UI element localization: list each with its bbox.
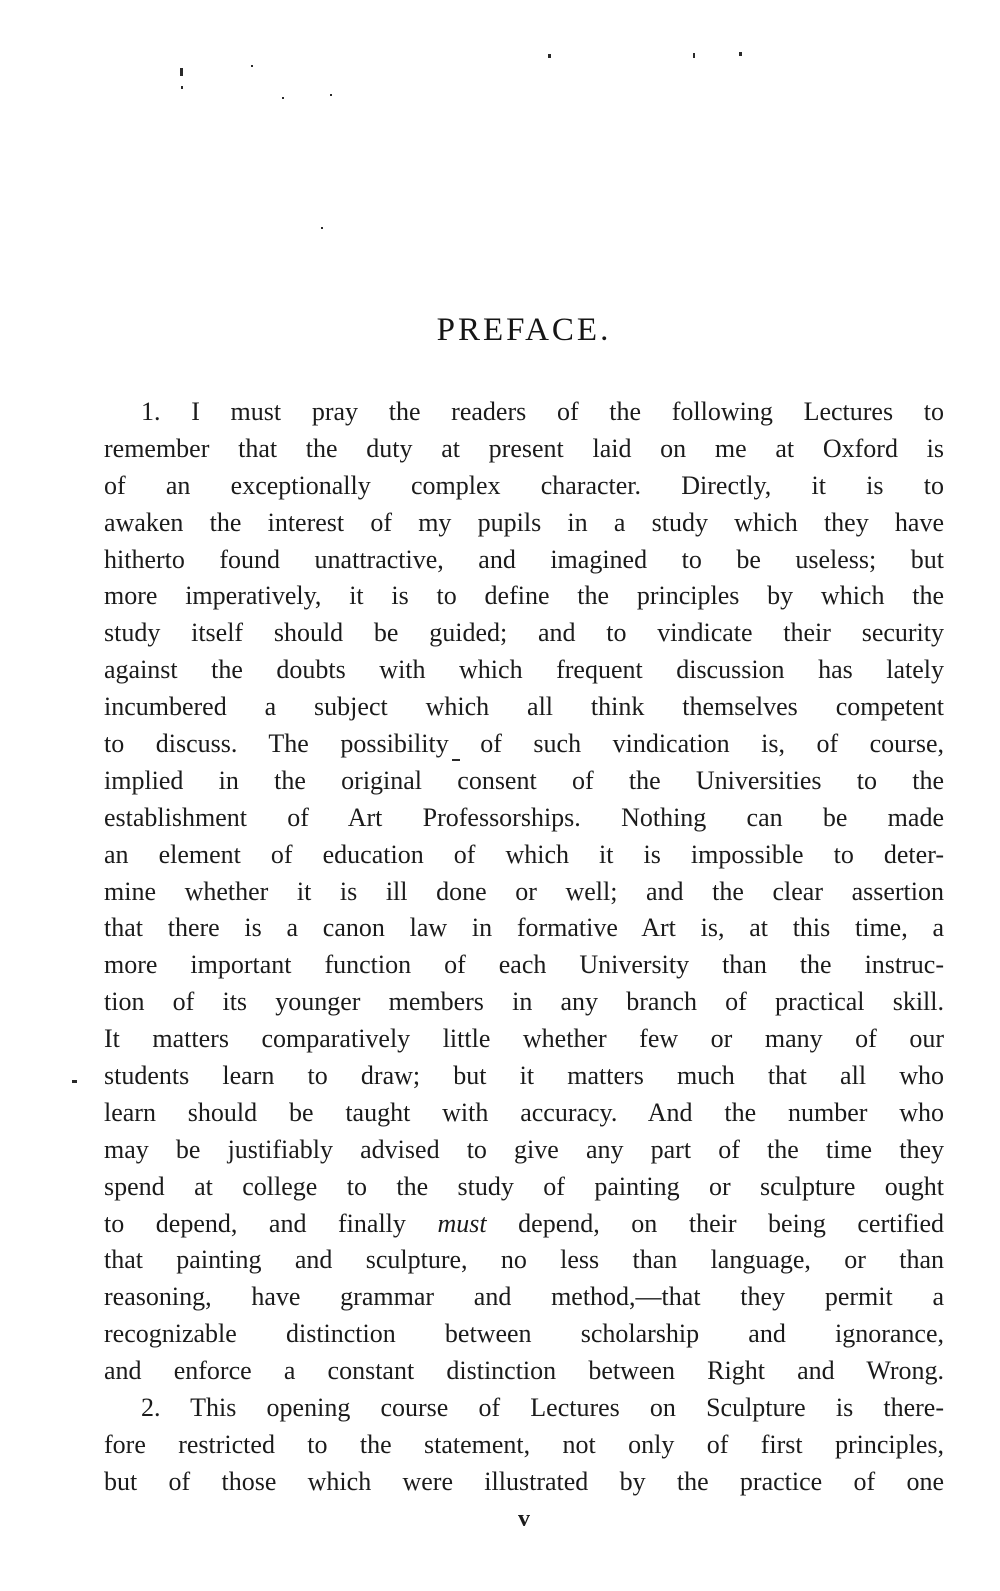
text-line: study itself should be guided; and to vindicate their security xyxy=(104,618,944,648)
text-line: remember that the duty at present laid on me at Oxford is xyxy=(104,433,944,463)
text-line: to discuss. The possibility of such vindication is, of course, xyxy=(104,729,944,759)
page-title: PREFACE. xyxy=(436,312,612,348)
text-line: hitherto found unattractive, and imagined to be useless; but xyxy=(104,544,944,574)
text-line: tion of its younger members in any branch of practical skill. xyxy=(104,987,944,1017)
scan-speckle xyxy=(693,53,695,58)
text-line: spend at college to the study of painting or sculpture ought xyxy=(104,1171,944,1201)
text-line: but of those which were illustrated by the practice of one xyxy=(104,1466,944,1496)
scan-speckle xyxy=(181,86,183,89)
scan-speckle xyxy=(330,94,332,96)
text-line: that painting and sculpture, no less than language, or than xyxy=(104,1245,944,1275)
scan-speckle xyxy=(739,52,742,56)
text-line: It matters comparatively little whether few or many of our xyxy=(104,1024,944,1054)
text-line: of an exceptionally complex character. Directly, it is to xyxy=(104,470,944,500)
text-line: fore restricted to the statement, not only of first principles, xyxy=(104,1429,944,1459)
text-line: establishment of Art Professorships. Nothing can be made xyxy=(104,802,944,832)
text-line: learn should be taught with accuracy. And the number who xyxy=(104,1097,944,1127)
text-line: more important function of each University than the instruc- xyxy=(104,950,944,980)
scan-speckle xyxy=(548,54,551,58)
text-line: reasoning, have grammar and method,—that they permit a xyxy=(104,1282,944,1312)
paragraph xyxy=(104,394,944,1390)
text-line: and enforce a constant distinction between Right and Wrong. xyxy=(104,1356,944,1386)
text-line: 2. This opening course of Lectures on Sculpture is there- xyxy=(141,1393,944,1423)
page-number: v xyxy=(518,1506,530,1532)
scan-speckle xyxy=(251,65,253,67)
text-block xyxy=(104,394,944,1501)
text-line: more imperatively, it is to define the principles by which the xyxy=(104,581,944,611)
scan-speckle xyxy=(321,227,323,229)
text-line: mine whether it is ill done or well; and the clear assertion xyxy=(104,876,944,906)
paragraph xyxy=(104,1390,944,1501)
scan-speckle xyxy=(282,97,284,99)
scan-speckle xyxy=(180,68,183,76)
text-line: an element of education of which it is impossible to deter- xyxy=(104,839,944,869)
text-line: incumbered a subject which all think themselves competent xyxy=(104,692,944,722)
text-line: that there is a canon law in formative Art is, at this time, a xyxy=(104,913,944,943)
text-line: to depend, and finally must depend, on their being certified xyxy=(104,1208,944,1238)
text-line: may be justifiably advised to give any part of the time they xyxy=(104,1134,944,1164)
text-line: 1. I must pray the readers of the following Lectures to xyxy=(141,397,944,426)
scan-speckle xyxy=(72,1080,77,1083)
text-line: students learn to draw; but it matters much that all who xyxy=(104,1061,944,1091)
text-line: awaken the interest of my pupils in a study which they have xyxy=(104,507,944,537)
text-line: against the doubts with which frequent discussion has lately xyxy=(104,655,944,685)
text-line: recognizable distinction between scholarship and ignorance, xyxy=(104,1319,944,1349)
text-line: implied in the original consent of the Universities to the xyxy=(104,765,944,795)
